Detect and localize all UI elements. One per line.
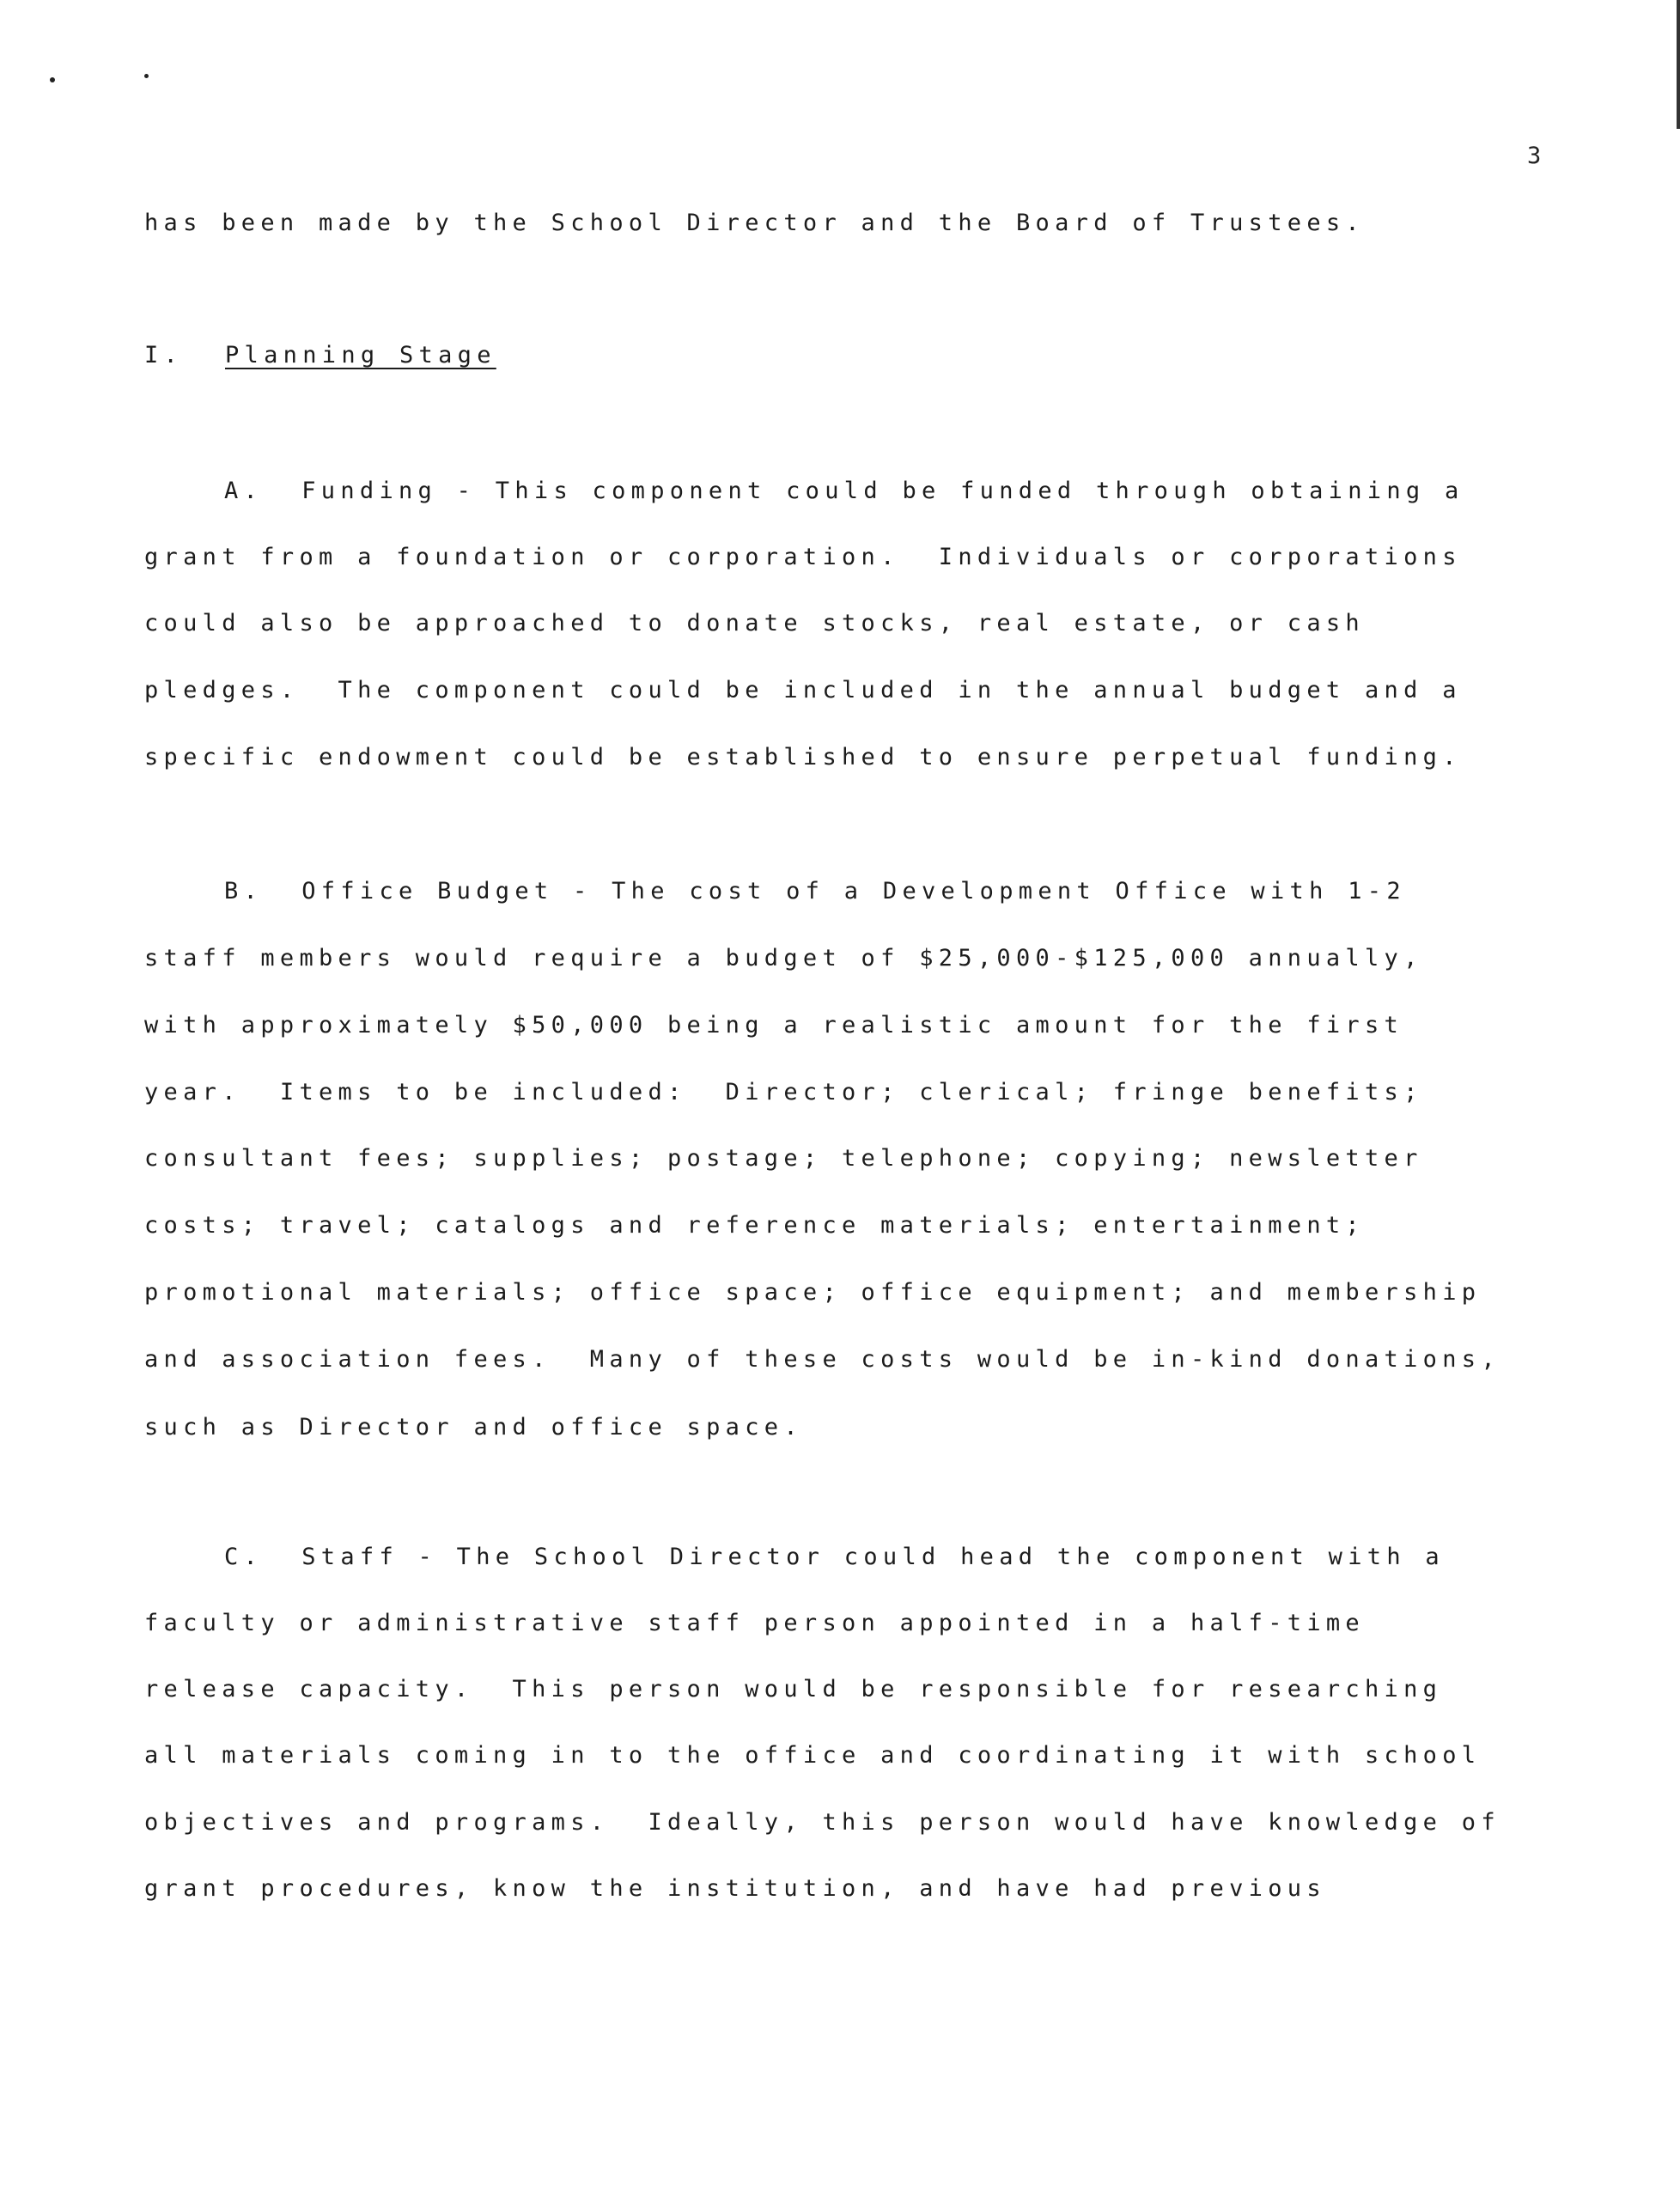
- text-line: and association fees. Many of these costs would be in-kind donations,: [144, 1346, 1500, 1373]
- text-line: grant procedures, know the institution, and have had previous: [144, 1875, 1326, 1902]
- text-line: costs; travel; catalogs and reference materials; entertainment;: [144, 1212, 1365, 1239]
- text-line: with approximately $50,000 being a realistic amount for the first: [144, 1012, 1404, 1039]
- text-line: staff members would require a budget of $25,000-$125,000 annually,: [144, 945, 1423, 972]
- paragraph-first-line: A. Funding - This component could be funded through obtaining a: [224, 478, 1464, 504]
- text-line: grant from a foundation or corporation. Individuals or corporations: [144, 544, 1462, 570]
- text-line: objectives and programs. Ideally, this person would have knowledge of: [144, 1809, 1500, 1836]
- section-heading: Planning Stage: [225, 342, 496, 369]
- section-number: I.: [144, 342, 184, 369]
- text-line: promotional materials; office space; office equipment; and membership: [144, 1279, 1482, 1306]
- text-line: year. Items to be included: Director; clerical; fringe benefits;: [144, 1079, 1423, 1106]
- text-line: specific endowment could be established to ensure perpetual funding.: [144, 744, 1462, 771]
- text-line: release capacity. This person would be responsible for researching: [144, 1676, 1443, 1703]
- text-line: has been made by the School Director and the Board of Trustees.: [144, 210, 1365, 236]
- page-number: 3: [1527, 143, 1542, 169]
- text-line: such as Director and office space.: [144, 1414, 803, 1441]
- paragraph-first-line: B. Office Budget - The cost of a Development Office with 1-2: [224, 878, 1406, 905]
- paragraph-first-line: C. Staff - The School Director could head the component with a: [224, 1544, 1445, 1570]
- text-line: faculty or administrative staff person appointed in a half-time: [144, 1610, 1365, 1636]
- scan-speck: [50, 77, 55, 82]
- text-line: consultant fees; supplies; postage; telephone; copying; newsletter: [144, 1145, 1423, 1172]
- text-line: pledges. The component could be included in the annual budget and a: [144, 677, 1462, 704]
- text-line: all materials coming in to the office and coordinating it with school: [144, 1742, 1482, 1769]
- text-line: could also be approached to donate stocks, real estate, or cash: [144, 610, 1365, 637]
- scan-speck: [144, 74, 149, 78]
- scan-edge: [1677, 0, 1680, 129]
